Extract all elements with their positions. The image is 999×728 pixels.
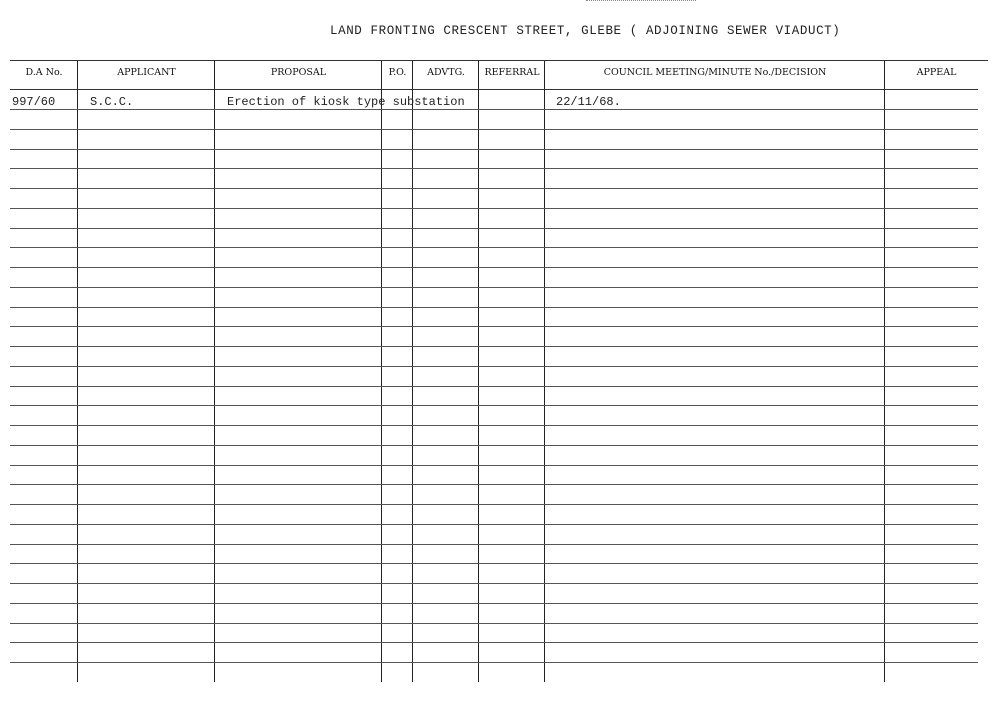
column-divider [478, 60, 479, 682]
row-1-decision: 22/11/68. [556, 95, 621, 109]
column-divider [381, 60, 382, 682]
document-title: LAND FRONTING CRESCENT STREET, GLEBE ( ADJOINING SEWER VIADUCT) [330, 24, 841, 38]
row-rule [10, 89, 978, 90]
row-rule [10, 465, 978, 466]
row-1-applicant: S.C.C. [90, 95, 134, 109]
row-rule [10, 366, 978, 367]
header-applicant: APPLICANT [117, 67, 176, 78]
row-rule [10, 208, 978, 209]
column-divider [884, 60, 885, 682]
header-da-no: D.A No. [25, 67, 63, 78]
row-rule [10, 287, 978, 288]
header-decision: COUNCIL MEETING/MINUTE No./DECISION [603, 67, 827, 78]
column-divider [77, 60, 78, 682]
row-1-proposal: Erection of kiosk type substation [227, 95, 465, 109]
header-proposal: PROPOSAL [270, 67, 327, 78]
row-rule [10, 563, 978, 564]
row-rule [10, 425, 978, 426]
row-rule [10, 60, 988, 61]
header-referral: REFERRAL [484, 67, 540, 78]
row-rule [10, 405, 978, 406]
row-rule [10, 168, 978, 169]
row-rule [10, 247, 978, 248]
header-advtg: ADVTG. [427, 67, 465, 78]
row-rule [10, 149, 978, 150]
row-rule [10, 484, 978, 485]
row-rule [10, 544, 978, 545]
row-rule [10, 129, 978, 130]
row-rule [10, 386, 978, 387]
row-rule [10, 642, 978, 643]
row-1-da-no: 997/60 [12, 95, 56, 109]
column-divider [544, 60, 545, 682]
header-appeal: APPEAL [916, 67, 957, 78]
column-divider [412, 60, 413, 682]
row-rule [10, 662, 978, 663]
row-rule [10, 623, 978, 624]
header-po: P.O. [388, 67, 407, 78]
register-table [10, 60, 988, 684]
row-rule [10, 445, 978, 446]
row-rule [10, 603, 978, 604]
row-rule [10, 326, 978, 327]
row-rule [10, 188, 978, 189]
row-rule [10, 267, 978, 268]
row-rule [10, 228, 978, 229]
row-rule [10, 109, 978, 110]
row-rule [10, 346, 978, 347]
row-rule [10, 524, 978, 525]
column-divider [214, 60, 215, 682]
row-rule [10, 307, 978, 308]
row-rule [10, 583, 978, 584]
row-rule [10, 504, 978, 505]
top-margin-mark [586, 0, 696, 4]
